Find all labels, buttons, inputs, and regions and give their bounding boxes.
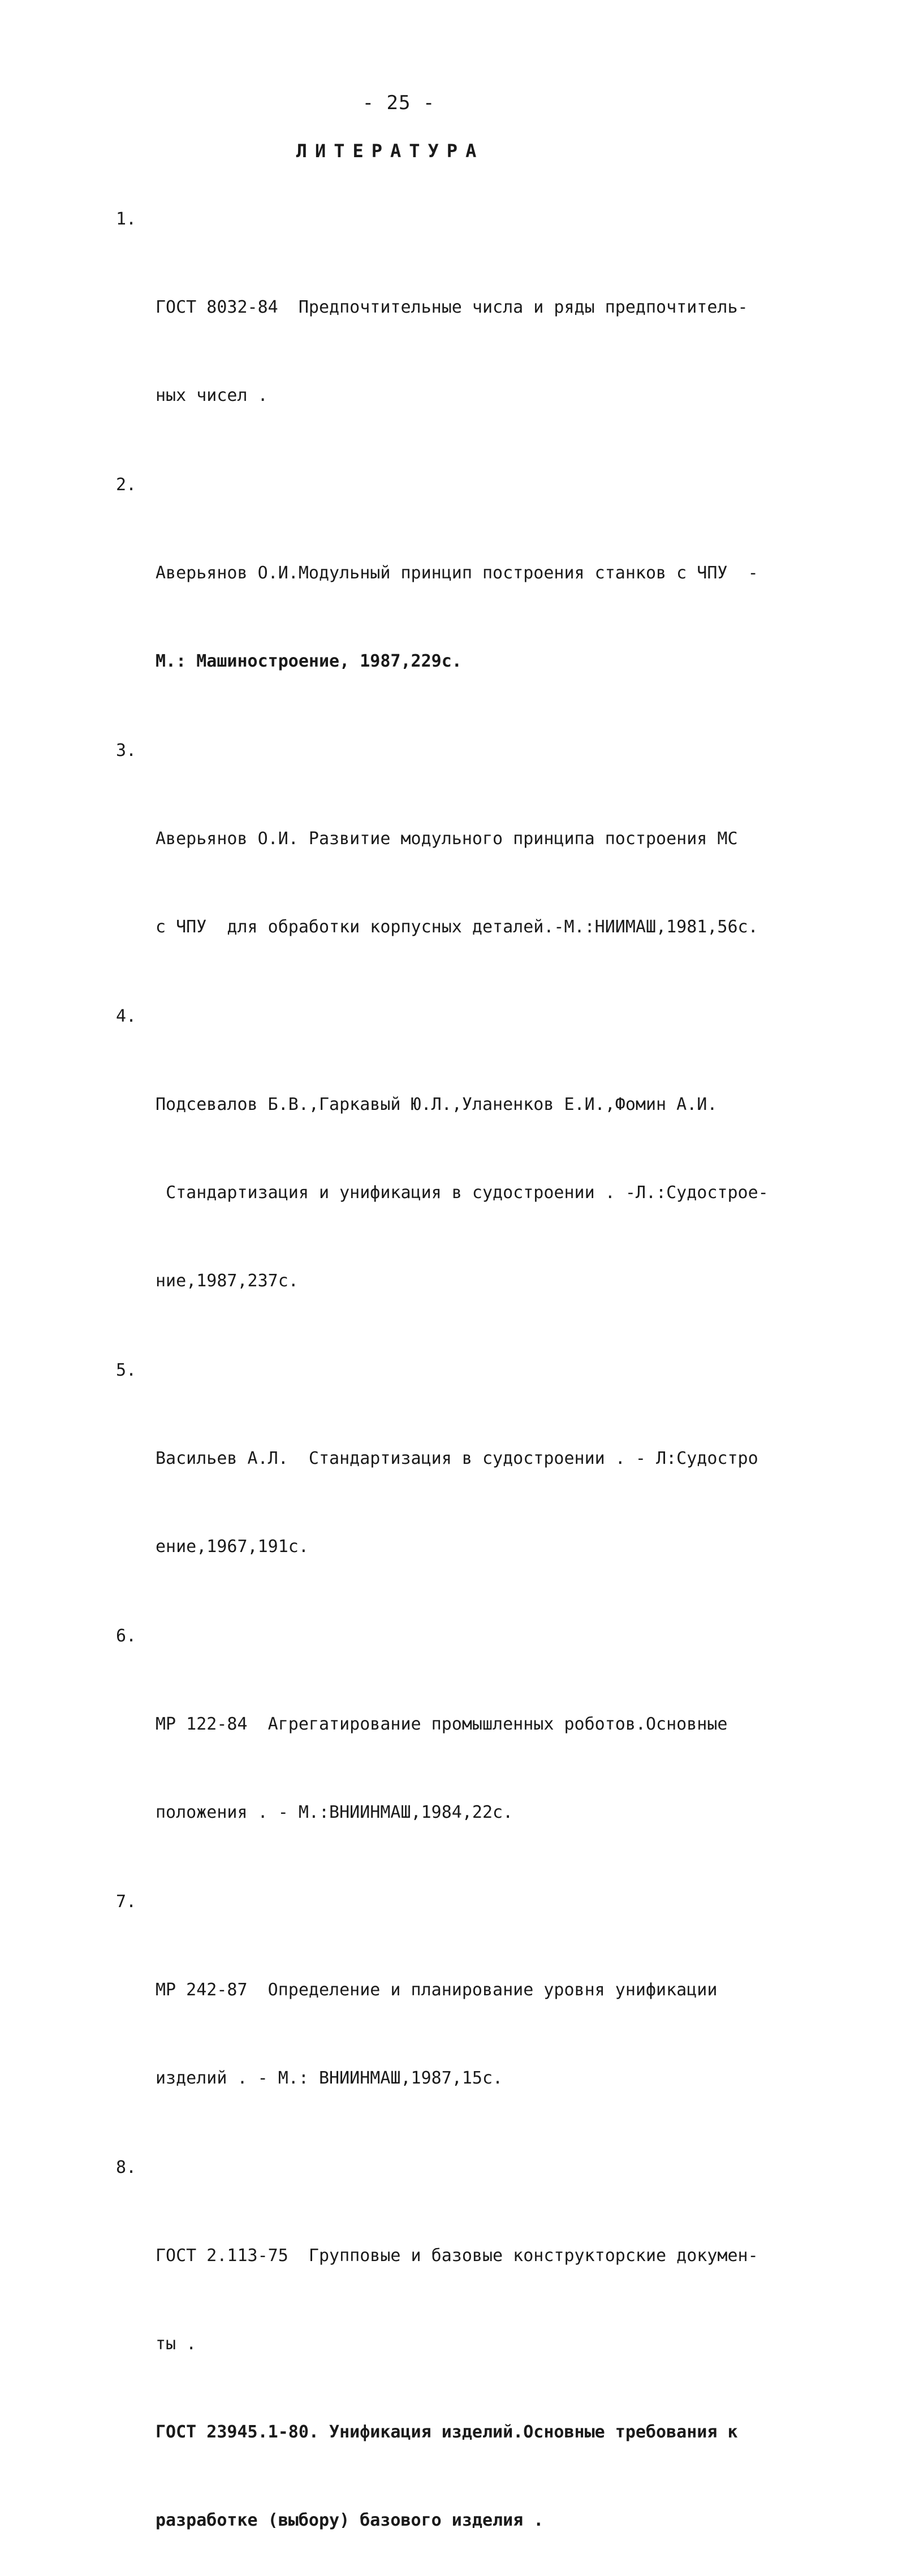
reference-line: ние,1987,237с.: [156, 1271, 299, 1291]
reference-item: [116, 1887, 783, 2152]
reference-line: разработке (выбору) базового изделия .: [156, 2510, 544, 2530]
section-heading: ЛИТЕРАТУРА: [296, 140, 485, 162]
reference-item: [116, 470, 783, 735]
reference-number: 2.: [116, 475, 137, 495]
reference-line: Стандартизация и унификация в судостроении . -Л.:Судострое-: [156, 1183, 769, 1203]
reference-line: ГОСТ 8032-84 Предпочтительные числа и ряды предпочтитель-: [156, 297, 748, 317]
reference-line: ГОСТ 23945.1-80. Унификация изделий.Основные требования к: [156, 2422, 738, 2442]
page-number: - 25 -: [362, 92, 435, 114]
reference-number: 7.: [116, 1892, 137, 1912]
reference-line: Васильев А.Л. Стандартизация в судостроении . - Л:Судостро: [156, 1449, 758, 1468]
reference-line: Аверьянов О.И. Развитие модульного принципа построения МС: [156, 829, 738, 849]
reference-line: ГОСТ 2.113-75 Групповые и базовые конструкторские докумен-: [156, 2246, 758, 2266]
reference-item: [116, 736, 783, 1001]
reference-line: изделий . - М.: ВНИИНМАШ,1987,15с.: [156, 2068, 503, 2088]
reference-number: 8.: [116, 2158, 137, 2177]
reference-number: 3.: [116, 741, 137, 760]
reference-line: ных чисел .: [156, 386, 268, 405]
reference-line: Аверьянов О.И.Модульный принцип построения станков с ЧПУ -: [156, 563, 758, 583]
reference-line: с ЧПУ для обработки корпусных деталей.-М.:НИИМАШ,1981,56с.: [156, 917, 758, 937]
reference-number: 5.: [116, 1360, 137, 1380]
reference-line: ты .: [156, 2334, 197, 2354]
reference-list: [116, 205, 783, 2576]
reference-number: 6.: [116, 1626, 137, 1646]
reference-line: Подсевалов Б.В.,Гаркавый Ю.Л.,Уланенков Е.И.,Фомин А.И.: [156, 1095, 718, 1114]
reference-line: МР 242-87 Определение и планирование уровня унификации: [156, 1980, 718, 2000]
reference-line: МР 122-84 Агрегатирование промышленных роботов.Основные: [156, 1714, 728, 1734]
reference-line: положения . - М.:ВНИИНМАШ,1984,22с.: [156, 1803, 513, 1822]
reference-number: 1.: [116, 209, 137, 229]
reference-item: [116, 1622, 783, 1886]
reference-line: ение,1967,191с.: [156, 1537, 309, 1557]
reference-line: М.: Машиностроение, 1987,229с.: [156, 651, 462, 671]
reference-item: [116, 1002, 783, 1355]
reference-item: [116, 205, 783, 469]
reference-number: 4.: [116, 1006, 137, 1026]
reference-item: [116, 1356, 783, 1620]
reference-item: [116, 2153, 783, 2576]
